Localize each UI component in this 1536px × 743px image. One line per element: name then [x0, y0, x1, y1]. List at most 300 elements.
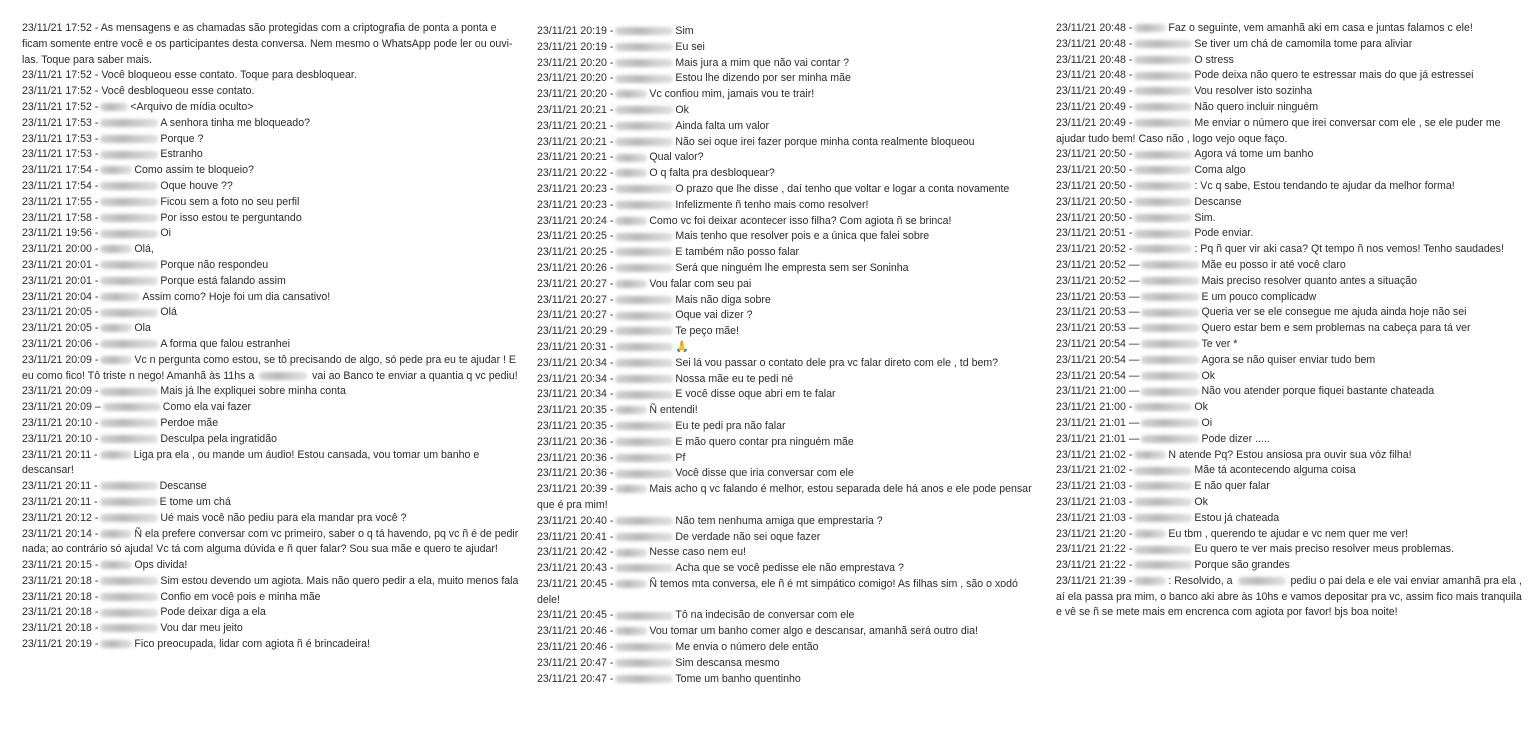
chat-message-line [1056, 448, 1526, 464]
chat-message-line [1056, 242, 1526, 258]
message-timestamp: 23/11/21 20:14 - [22, 527, 99, 540]
redacted-sender-name [100, 530, 132, 538]
message-text: Mãe eu posso ir até você claro [1201, 258, 1346, 271]
redacted-sender-name [100, 451, 132, 459]
message-timestamp: 23/11/21 20:11 - [22, 480, 98, 493]
chat-message-line [22, 495, 522, 511]
message-text: Te peço mãe! [675, 325, 739, 338]
message-timestamp: 23/11/21 20:09 – [22, 401, 101, 414]
redacted-sender-name [615, 154, 647, 162]
message-timestamp: 23/11/21 20:31 - [537, 340, 614, 353]
message-text: Nesse caso nem eu! [649, 546, 746, 559]
chat-message-line [537, 545, 1037, 561]
redacted-sender-name [1134, 530, 1166, 538]
message-text: Oi [1201, 416, 1213, 429]
chat-message-line [22, 116, 522, 132]
chat-message-line [537, 261, 1037, 277]
chat-message-line [1056, 574, 1526, 621]
redacted-sender-name [615, 533, 673, 541]
message-timestamp: 23/11/21 21:02 - [1056, 448, 1133, 461]
redacted-sender-name [615, 75, 673, 83]
message-timestamp: 23/11/21 20:20 - [537, 56, 614, 69]
message-timestamp: 23/11/21 20:23 - [537, 198, 614, 211]
message-timestamp: 23/11/21 20:26 - [537, 261, 614, 274]
chat-message-line [537, 135, 1037, 151]
chat-message-line [537, 514, 1037, 530]
chat-message-line [22, 163, 522, 179]
redacted-sender-name [1134, 514, 1192, 522]
redacted-sender-name [1141, 340, 1199, 348]
message-timestamp: 23/11/21 21:03 - [1056, 495, 1133, 508]
redacted-sender-name [615, 264, 673, 272]
chat-log-column-1 [22, 21, 522, 653]
redacted-sender-name [100, 419, 158, 427]
chat-message-line [1056, 369, 1526, 385]
chat-message-line [1056, 163, 1526, 179]
chat-message-line [1056, 542, 1526, 558]
message-timestamp: 23/11/21 20:09 - [22, 385, 99, 398]
message-timestamp: 23/11/21 17:55 - [22, 195, 99, 208]
message-text: Como vc foi deixar acontecer isso filha? Com agiota ñ se brinca! [649, 214, 952, 227]
chat-message-line [537, 40, 1037, 56]
redacted-sender-name [1134, 103, 1192, 111]
message-text: E também não posso falar [675, 246, 800, 259]
chat-message-line [537, 150, 1037, 166]
message-text: Porque está falando assim [160, 274, 286, 287]
message-text: Mais preciso resolver quanto antes a situação [1201, 274, 1417, 287]
message-text: : Pq ñ quer vir aki casa? Qt tempo ñ nos vemos! Tenho saudades! [1194, 243, 1504, 256]
message-text: Sim estou devendo um agiota. Mais não quero pedir a ela, muito menos fala [160, 574, 519, 587]
message-text: Oi [160, 227, 171, 240]
message-timestamp: 23/11/21 21:22 - [1056, 543, 1133, 556]
message-timestamp: 23/11/21 17:58 - [22, 211, 99, 224]
redacted-sender-name [100, 293, 140, 301]
message-timestamp: 23/11/21 21:00 - [1056, 401, 1133, 414]
message-timestamp: 23/11/21 20:12 - [22, 511, 99, 524]
message-text: Sim. [1194, 211, 1216, 224]
message-timestamp: 23/11/21 17:52 - [22, 85, 99, 98]
message-timestamp: 23/11/21 20:23 - [537, 182, 614, 195]
redacted-sender-name [615, 90, 647, 98]
redacted-sender-name [100, 119, 158, 127]
redacted-sender-name [615, 312, 673, 320]
redacted-sender-name [615, 327, 673, 335]
redacted-sender-name [1141, 293, 1199, 301]
chat-message-line [537, 387, 1037, 403]
message-text: Desculpa pela ingratidão [160, 432, 277, 445]
chat-message-line [22, 274, 522, 290]
message-timestamp: 23/11/21 20:45 - [537, 577, 614, 590]
redacted-sender-name [1134, 482, 1192, 490]
message-timestamp: 23/11/21 20:10 - [22, 416, 99, 429]
message-text: Ñ ela prefere conversar com vc primeiro, saber o q tá havendo, pq vc ñ é de pedir nada; ao contrário só ajuda! Vc tá com alguma dúvida e ñ quer falar? Sou sua mãe e quero te ajudar! [22, 527, 519, 556]
message-text: Agora vá tome um banho [1194, 148, 1314, 161]
chat-message-line [1056, 290, 1526, 306]
message-timestamp: 23/11/21 17:53 - [22, 148, 99, 161]
redacted-sender-name [1134, 451, 1166, 459]
message-timestamp: 23/11/21 20:29 - [537, 325, 614, 338]
message-timestamp: 23/11/21 20:25 - [537, 246, 614, 259]
redacted-sender-name [1134, 198, 1192, 206]
redacted-sender-name [1134, 72, 1192, 80]
message-timestamp: 23/11/21 20:22 - [537, 167, 614, 180]
message-text: Mais não diga sobre [675, 293, 771, 306]
message-timestamp: 23/11/21 20:47 - [537, 672, 614, 685]
message-timestamp: 23/11/21 21:39 - [1056, 574, 1133, 587]
message-timestamp: 23/11/21 20:42 - [537, 546, 614, 559]
message-timestamp: 23/11/21 20:41 - [537, 530, 614, 543]
message-text: Mais acho q vc falando é melhor, estou separada dele há anos e ele pode pensar que é pra mim! [537, 483, 1032, 511]
redacted-sender-name [615, 375, 673, 383]
message-timestamp: 23/11/21 21:01 — [1056, 416, 1140, 429]
chat-message-line [22, 353, 522, 385]
message-text: O prazo que lhe disse , daí tenho que voltar e logar a conta novamente [675, 182, 1010, 195]
chat-message-line [537, 324, 1037, 340]
message-text: Descanse [1194, 195, 1242, 208]
message-text: Estou já chateada [1194, 511, 1280, 524]
chat-message-line [1056, 37, 1526, 53]
message-timestamp: 23/11/21 20:50 - [1056, 211, 1133, 224]
chat-message-line [537, 640, 1037, 656]
redacted-sender-name [615, 580, 647, 588]
redacted-sender-name [615, 343, 673, 351]
chat-message-line [1056, 463, 1526, 479]
message-timestamp: 23/11/21 20:53 — [1056, 290, 1140, 303]
chat-message-line [22, 337, 522, 353]
message-text: Como ela vai fazer [162, 401, 252, 414]
message-timestamp: 23/11/21 20:40 - [537, 514, 614, 527]
message-text: Olá, [134, 243, 154, 256]
redacted-sender-name [100, 261, 158, 269]
redacted-sender-name [1134, 577, 1166, 585]
redacted-sender-name [1134, 561, 1192, 569]
message-timestamp: 23/11/21 20:24 - [537, 214, 614, 227]
redacted-sender-name [615, 27, 673, 35]
chat-message-line [22, 84, 522, 100]
redacted-sender-name [1141, 435, 1199, 443]
message-text: Por isso estou te perguntando [160, 211, 302, 224]
chat-message-line [537, 308, 1037, 324]
message-timestamp: 23/11/21 20:09 - [22, 353, 99, 366]
message-text: Pode deixar diga a ela [160, 606, 266, 619]
redacted-sender-name [100, 214, 158, 222]
message-text: Ñ entendi! [649, 404, 698, 417]
message-timestamp: 23/11/21 20:10 - [22, 432, 99, 445]
message-timestamp: 23/11/21 20:06 - [22, 337, 99, 350]
redacted-name [1238, 577, 1286, 585]
chat-message-line [1056, 416, 1526, 432]
chat-message-line [22, 226, 522, 242]
message-text: Pode enviar. [1194, 227, 1254, 240]
message-text: Pode dizer ..... [1201, 432, 1270, 445]
message-timestamp: 23/11/21 20:35 - [537, 419, 614, 432]
redacted-sender-name [100, 245, 132, 253]
message-timestamp: 23/11/21 20:18 - [22, 622, 99, 635]
chat-message-line [1056, 68, 1526, 84]
redacted-sender-name [615, 169, 647, 177]
chat-message-line [22, 400, 522, 416]
chat-message-line [537, 229, 1037, 245]
message-text: Ok [1201, 369, 1215, 382]
message-timestamp: 23/11/21 21:22 - [1056, 559, 1133, 572]
message-timestamp: 23/11/21 17:53 - [22, 116, 99, 129]
message-timestamp: 23/11/21 21:03 - [1056, 480, 1133, 493]
message-timestamp: 23/11/21 20:34 - [537, 372, 614, 385]
message-timestamp: 23/11/21 20:50 - [1056, 179, 1133, 192]
redacted-sender-name [1134, 546, 1192, 554]
message-timestamp: 23/11/21 17:52 - [22, 69, 99, 82]
chat-message-line [1056, 179, 1526, 195]
redacted-sender-name [100, 151, 158, 159]
chat-message-line [22, 590, 522, 606]
redacted-sender-name [615, 185, 673, 193]
chat-message-line [537, 482, 1037, 514]
message-timestamp: 23/11/21 20:21 - [537, 135, 614, 148]
redacted-sender-name [615, 564, 673, 572]
redacted-sender-name [1134, 119, 1192, 127]
message-timestamp: 23/11/21 17:52 - [22, 100, 99, 113]
message-text: Não sei oque irei fazer porque minha conta realmente bloqueou [675, 135, 975, 148]
chat-message-line [1056, 258, 1526, 274]
redacted-sender-name [615, 106, 673, 114]
message-timestamp: 23/11/21 20:39 - [537, 483, 614, 496]
message-text: A senhora tinha me bloqueado? [160, 116, 310, 129]
message-text: Será que ninguém lhe empresta sem ser Soninha [675, 261, 909, 274]
message-text: Olá [160, 306, 177, 319]
message-timestamp: 23/11/21 17:54 - [22, 164, 99, 177]
message-text: Vc confiou mim, jamais vou te trair! [649, 88, 815, 101]
redacted-sender-name [1141, 372, 1199, 380]
message-text: Ola [134, 322, 151, 335]
chat-message-line [22, 448, 522, 480]
message-timestamp: 23/11/21 20:18 - [22, 606, 99, 619]
chat-message-line [22, 258, 522, 274]
message-timestamp: 23/11/21 20:52 — [1056, 274, 1140, 287]
chat-message-line [537, 530, 1037, 546]
redacted-sender-name [615, 296, 673, 304]
message-text: Vou falar com seu pai [649, 277, 752, 290]
message-text: Me envia o número dele então [675, 641, 819, 654]
message-text: Você bloqueou esse contato. Toque para desbloquear. [101, 69, 357, 82]
redacted-sender-name [100, 356, 132, 364]
message-text: Quero estar bem e sem problemas na cabeça para tá ver [1201, 322, 1471, 335]
message-text: Porque ? [160, 132, 204, 145]
chat-message-line [22, 511, 522, 527]
chat-message-line [537, 624, 1037, 640]
redacted-sender-name [615, 138, 673, 146]
redacted-sender-name [1134, 40, 1192, 48]
message-text: Mãe tá acontecendo alguma coisa [1194, 464, 1356, 477]
chat-message-line [1056, 147, 1526, 163]
message-timestamp: 23/11/21 20:20 - [537, 88, 614, 101]
chat-message-line [1056, 274, 1526, 290]
message-timestamp: 23/11/21 20:48 - [1056, 22, 1133, 34]
chat-message-line [1056, 384, 1526, 400]
redacted-sender-name [1141, 356, 1199, 364]
redacted-sender-name [1141, 419, 1199, 427]
chat-message-line [537, 87, 1037, 103]
chat-log-column-2 [537, 24, 1037, 687]
redacted-sender-name [100, 624, 158, 632]
message-text: Acha que se você pedisse ele não emprestava ? [675, 562, 904, 575]
redacted-sender-name [615, 359, 673, 367]
message-text: E um pouco complicadw [1201, 290, 1317, 303]
message-text: Te ver * [1201, 337, 1238, 350]
chat-message-line [537, 56, 1037, 72]
chat-message-line [22, 68, 522, 84]
message-text: Eu quero te ver mais preciso resolver meus problemas. [1194, 543, 1455, 556]
redacted-sender-name [615, 549, 647, 557]
message-text: Ok [1194, 401, 1208, 414]
message-text: Você disse que iria conversar com ele [675, 467, 854, 480]
chat-message-line [22, 305, 522, 321]
message-timestamp: 23/11/21 20:36 - [537, 467, 614, 480]
message-timestamp: 23/11/21 20:35 - [537, 404, 614, 417]
message-timestamp: 23/11/21 20:27 - [537, 277, 614, 290]
chat-message-line [537, 182, 1037, 198]
message-timestamp: 23/11/21 20:11 - [22, 448, 98, 461]
message-text: O stress [1194, 53, 1234, 66]
message-text: Sei lá vou passar o contato dele pra vc falar direto com ele , td bem? [675, 356, 999, 369]
redacted-sender-name [615, 627, 647, 635]
message-text: Ficou sem a foto no seu perfil [160, 195, 300, 208]
message-text: Vou dar meu jeito [160, 622, 243, 635]
chat-message-line [1056, 116, 1526, 148]
redacted-sender-name [100, 514, 158, 522]
message-timestamp: 23/11/21 20:50 - [1056, 195, 1133, 208]
message-timestamp: 23/11/21 20:53 — [1056, 306, 1140, 319]
chat-message-line [22, 179, 522, 195]
redacted-sender-name [100, 230, 158, 238]
chat-message-line [1056, 226, 1526, 242]
message-text: Sim descansa mesmo [675, 656, 780, 669]
message-timestamp: 23/11/21 20:15 - [22, 559, 99, 572]
redacted-sender-name [100, 577, 158, 585]
redacted-sender-name [1134, 467, 1192, 475]
redacted-sender-name [615, 406, 647, 414]
chat-message-line [537, 277, 1037, 293]
redacted-sender-name [100, 435, 158, 443]
message-text: Se tiver um chá de camomila tome para aliviar [1194, 37, 1413, 50]
message-timestamp: 23/11/21 20:49 - [1056, 100, 1133, 113]
redacted-sender-name [1134, 151, 1192, 159]
chat-message-line [1056, 305, 1526, 321]
message-text: A forma que falou estranhei [160, 337, 290, 350]
message-timestamp: 23/11/21 20:21 - [537, 119, 614, 132]
message-text: Faz o seguinte, vem amanhã aki em casa e juntas falamos c ele! [1168, 22, 1473, 34]
message-timestamp: 23/11/21 20:21 - [537, 151, 614, 164]
message-text: Descanse [159, 480, 207, 493]
message-text: Oque houve ?? [160, 179, 233, 192]
chat-message-line [22, 527, 522, 559]
redacted-sender-name [615, 217, 647, 225]
chat-message-line [1056, 432, 1526, 448]
message-text: Assim como? Hoje foi um dia cansativo! [142, 290, 331, 303]
message-timestamp: 23/11/21 17:54 - [22, 179, 99, 192]
redacted-sender-name [615, 612, 673, 620]
redacted-sender-name [1134, 166, 1192, 174]
redacted-sender-name [615, 485, 647, 493]
message-timestamp: 23/11/21 20:20 - [537, 72, 614, 85]
message-text: Ok [1194, 495, 1208, 508]
message-timestamp: 23/11/21 19:56 - [22, 227, 99, 240]
chat-message-line [537, 71, 1037, 87]
message-timestamp: 23/11/21 21:03 - [1056, 511, 1133, 524]
redacted-sender-name [1141, 324, 1199, 332]
chat-message-line [537, 672, 1037, 688]
redacted-sender-name [615, 422, 673, 430]
message-text: Ñ temos mta conversa, ele ñ é mt simpático comigo! As filhas sim , são o xodó dele! [537, 577, 1018, 606]
message-timestamp: 23/11/21 20:54 — [1056, 369, 1140, 382]
chat-message-line [22, 21, 522, 68]
message-text: Agora se não quiser enviar tudo bem [1201, 353, 1376, 366]
chat-message-line [1056, 21, 1526, 37]
redacted-sender-name [100, 277, 158, 285]
chat-message-line [1056, 558, 1526, 574]
message-timestamp: 23/11/21 20:04 - [22, 290, 99, 303]
chat-message-line [1056, 53, 1526, 69]
chat-message-line [537, 119, 1037, 135]
redacted-sender-name [1134, 24, 1166, 32]
message-timestamp: 23/11/21 21:02 - [1056, 464, 1133, 477]
chat-message-line [1056, 479, 1526, 495]
message-text: : Resolvido, a pediu o pai dela e ele vai enviar amanhã pra ela , aí ela passa pra mim, o banco aki abre às 10hs e vamos depositar pra vc, assim fico mais tranquila e vê se ñ se mete mais em encrenca com agiota por favor! bjs boa noite! [1056, 574, 1522, 619]
chat-message-line [1056, 511, 1526, 527]
message-timestamp: 23/11/21 20:19 - [22, 638, 99, 651]
message-timestamp: 23/11/21 20:50 - [1056, 148, 1133, 161]
redacted-sender-name [615, 59, 673, 67]
message-text: Mais jura a mim que não vai contar ? [675, 56, 850, 69]
redacted-sender-name [1141, 277, 1199, 285]
redacted-sender-name [1141, 309, 1199, 317]
message-timestamp: 23/11/21 20:43 - [537, 562, 614, 575]
message-text: N atende Pq? Estou ansiosa pra ouvir sua vóz filha! [1168, 448, 1412, 461]
message-text: Você desbloqueou esse contato. [101, 85, 255, 98]
redacted-sender-name [615, 675, 673, 683]
message-timestamp: 23/11/21 20:34 - [537, 388, 614, 401]
chat-message-line [537, 166, 1037, 182]
chat-message-line [537, 608, 1037, 624]
message-timestamp: 23/11/21 20:54 — [1056, 353, 1140, 366]
message-text: Liga pra ela , ou mande um áudio! Estou cansada, vou tomar um banho e descansar! [22, 448, 480, 477]
message-timestamp: 23/11/21 20:36 - [537, 435, 614, 448]
message-timestamp: 23/11/21 20:52 - [1056, 243, 1133, 256]
message-text: Vou tomar um banho comer algo e descansar, amanhã será outro dia! [649, 625, 978, 638]
message-text: Qual valor? [649, 151, 704, 164]
message-text: Ué mais você não pediu para ela mandar pra você ? [160, 511, 407, 524]
message-text: Mais tenho que resolver pois e a única que falei sobre [675, 230, 930, 243]
message-text: Infelizmente ñ tenho mais como resolver! [675, 198, 869, 211]
message-text: Vou resolver isto sozinha [1194, 85, 1313, 98]
chat-message-line [1056, 527, 1526, 543]
message-text: Tome um banho quentinho [675, 672, 801, 685]
message-text: Eu te pedi pra não falar [675, 419, 786, 432]
message-text: Nossa mãe eu te pedi né [675, 372, 794, 385]
chat-message-line [22, 147, 522, 163]
redacted-sender-name [100, 640, 132, 648]
message-text: Ok [675, 103, 689, 116]
chat-message-line [537, 451, 1037, 467]
message-timestamp: 23/11/21 21:01 — [1056, 432, 1140, 445]
message-text: Não tem nenhuma amiga que emprestaria ? [675, 514, 883, 527]
message-timestamp: 23/11/21 21:00 — [1056, 385, 1140, 398]
message-timestamp: 23/11/21 20:49 - [1056, 85, 1133, 98]
chat-message-line [1056, 321, 1526, 337]
message-text: Pf [675, 451, 686, 464]
message-text: E tome um chá [159, 495, 231, 508]
message-text: Como assim te bloqueio? [134, 164, 254, 177]
chat-message-line [537, 356, 1037, 372]
